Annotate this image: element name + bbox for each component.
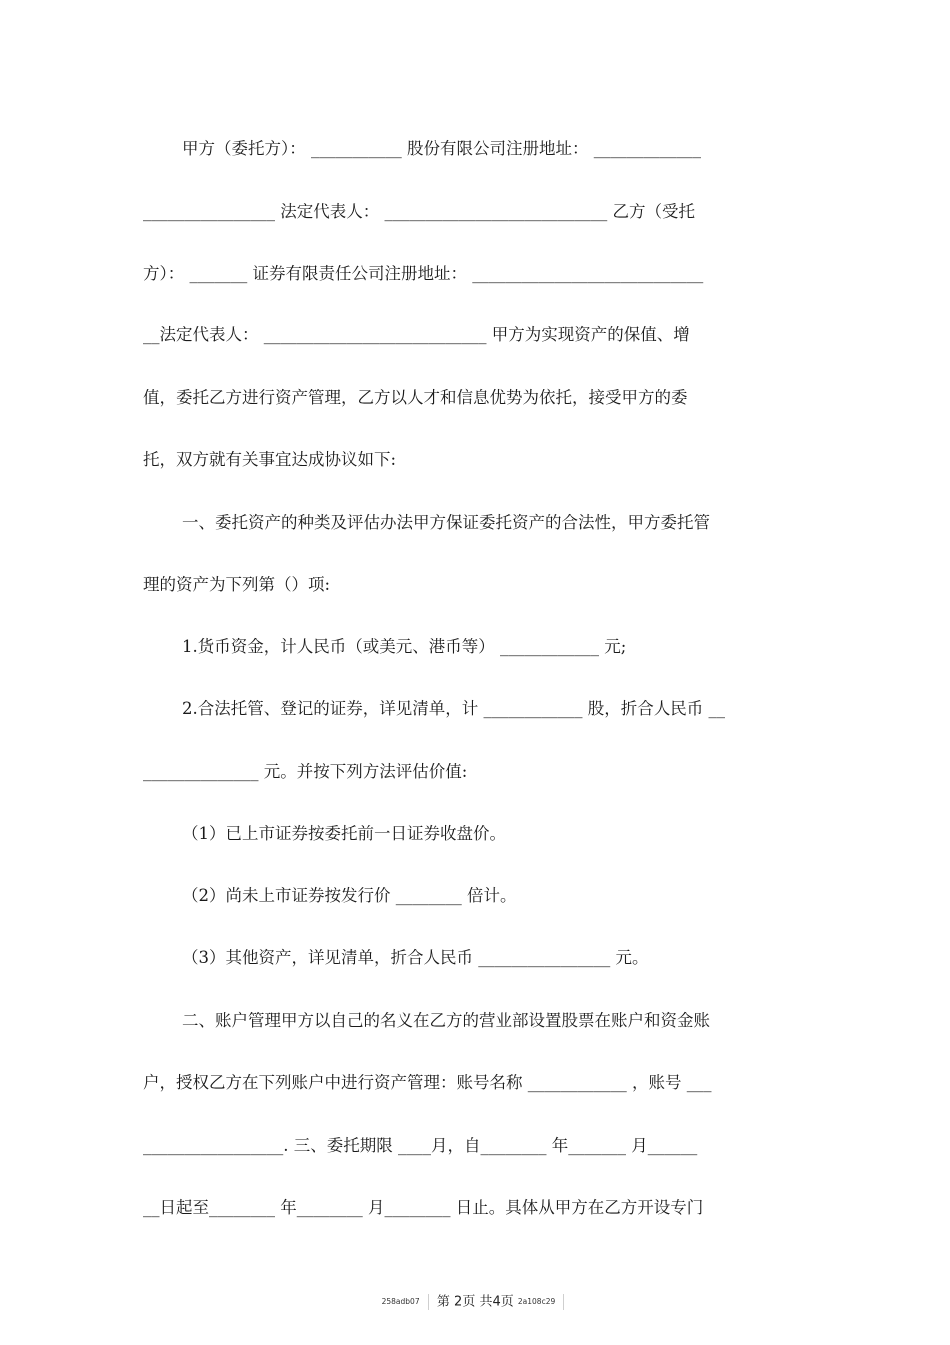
footer-divider xyxy=(428,1294,429,1310)
text-line-11: ______________ 元。并按下列方法评估价值: xyxy=(143,762,468,781)
footer-page-prefix: 第 xyxy=(436,1294,450,1310)
footer-left-code: 258adb07 xyxy=(381,1297,420,1306)
text-line-14: （3）其他资产，详见清单，折合人民币 ________________ 元。 xyxy=(182,948,649,967)
text-line-17: _________________. 三、委托期限 ____月，自________ 年_______ 月______ xyxy=(143,1136,698,1155)
text-line-7: 一、委托资产的种类及评估办法甲方保证委托资产的合法性，甲方委托管 xyxy=(182,513,710,532)
text-line-8: 理的资产为下列第（）项: xyxy=(143,575,331,594)
footer-divider-right xyxy=(563,1294,564,1310)
text-line-6: 托，双方就有关事宜达成协议如下: xyxy=(143,450,397,469)
footer-page-current: 2 xyxy=(454,1294,463,1310)
footer-page-mid: 页 共 xyxy=(462,1294,493,1310)
text-line-15: 二、账户管理甲方以自己的名义在乙方的营业部设置股票在账户和资金账 xyxy=(182,1011,710,1030)
footer-page-suffix: 页 xyxy=(500,1294,514,1310)
text-line-16: 户，授权乙方在下列账户中进行资产管理：账号名称 ____________ ，账号 ___ xyxy=(143,1073,712,1092)
text-line-18: __日起至________ 年________ 月________ 日止。具体从甲方在乙方开设专门 xyxy=(143,1198,704,1217)
footer-page-total: 4 xyxy=(492,1294,501,1310)
text-line-1: 甲方（委托方）： ___________ 股份有限公司注册地址： _____________ xyxy=(182,139,701,158)
text-line-9: 1.货币资金，计人民币（或美元、港币等） ____________ 元; xyxy=(182,637,627,656)
text-line-12: （1）已上市证券按委托前一日证券收盘价。 xyxy=(182,824,506,843)
text-line-13: （2）尚未上市证券按发行价 ________ 倍计。 xyxy=(182,886,517,905)
text-line-3: 方）： _______ 证券有限责任公司注册地址： ____________________________ xyxy=(143,264,704,283)
text-line-2: ________________ 法定代表人： ___________________________ 乙方（受托 xyxy=(143,202,695,221)
footer-right-code: 2a108c29 xyxy=(517,1297,556,1306)
page-footer xyxy=(0,1293,950,1312)
text-line-4: __法定代表人： ___________________________ 甲方为实现资产的保值、增 xyxy=(143,325,690,344)
text-line-5: 值，委托乙方进行资产管理，乙方以人才和信息优势为依托，接受甲方的委 xyxy=(143,388,688,407)
text-line-10: 2.合法托管、登记的证券，详见清单，计 ____________ 股，折合人民币 __ xyxy=(182,699,725,718)
